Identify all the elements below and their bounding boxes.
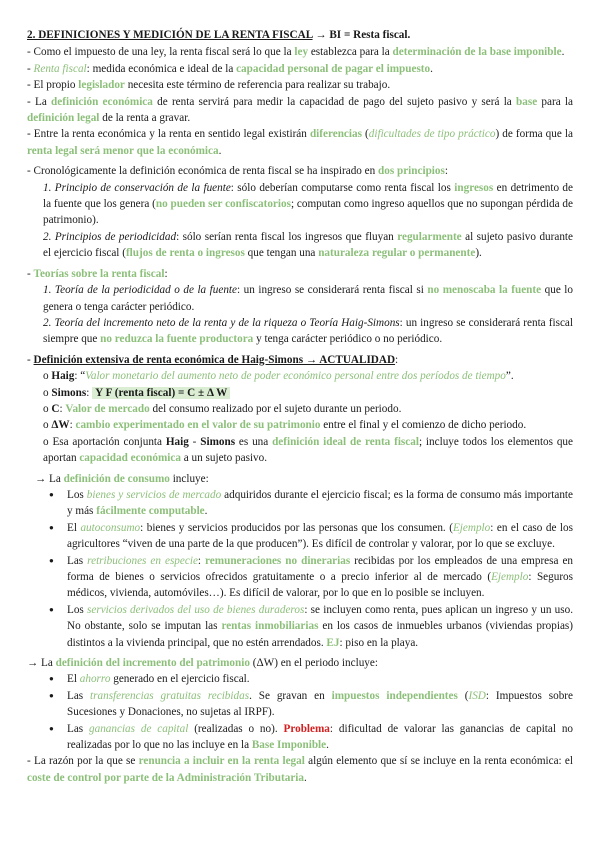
paragraph-dos-principios: - Cronológicamente la definición económica de renta fiscal se ha inspirado en dos principios: <box>27 165 448 178</box>
list-item: ● El ahorro generado en el ejercicio fiscal. <box>67 671 573 687</box>
list-item: ● Los bienes y servicios de mercado adquiridos durante el ejercicio fiscal; es la forma de consumo más importante y más fácilmente computable. <box>67 487 573 520</box>
paragraph-incremento-patrimonio: → La definición del incremento del patrimonio (ΔW) en el periodo incluye: <box>27 657 378 670</box>
paragraph-definicion-consumo: → La definición de consumo incluye: <box>35 472 209 485</box>
paragraph-renta-fiscal: - Renta fiscal: medida económica e ideal de la capacidad personal de pagar el impuesto. <box>27 62 433 75</box>
list-item: ● El autoconsumo: bienes y servicios producidos por las personas que los consumen. (Ejemplo: en el caso de los agricultores “viven de una parte de la que producen”). Es difícil de controlar y valorar, por lo que se excluye. <box>67 520 573 553</box>
section-title-text: 2. DEFINICIONES Y MEDICIÓN DE LA RENTA FISCAL <box>27 29 313 41</box>
teoria-periodicidad: 1. Teoría de la periodicidad o de la fuente: un ingreso se considerará renta fiscal si no menoscaba la fuente que lo genera o tenga carácter periódico. <box>43 284 574 313</box>
item-c: o C: Valor de mercado del consumo realizado por el sujeto durante un periodo. <box>43 402 402 415</box>
paragraph-teorias: - Teorías sobre la renta fiscal: <box>27 267 168 280</box>
paragraph-definicion-economica: - La definición económica de renta servirá para medir la capacidad de pago del sujeto pasivo y será la base para la definición legal de la renta a gravar. <box>27 95 574 125</box>
list-item: ● Las ganancias de capital (realizadas o no). Problema: dificultad de valorar las ganancias de capital no realizadas por lo que no las incluye en la Base Imponible. <box>67 721 573 754</box>
paragraph-definicion-extensiva: - Definición extensiva de renta económica de Haig-Simons → ACTUALIDAD: <box>27 353 399 366</box>
item-delta-w: o ΔW: cambio experimentado en el valor de su patrimonio entre el final y el comienzo de dicho periodo. <box>43 419 527 432</box>
section-title-formula: → BI = Resta fiscal. <box>312 29 411 41</box>
formula-highlight: Y F (renta fiscal) = C ± Δ W <box>92 387 230 399</box>
teoria-haig-simons: 2. Teoría del incremento neto de la renta y de la riqueza o Teoría Haig-Simons: un ingreso se considerará renta fiscal siempre que no reduzca la fuente productora y tenga carácter periódico o no periódico. <box>43 316 573 346</box>
item-haig: o Haig: “Valor monetario del aumento neto de poder económico personal entre dos períodos de tiempo”. <box>43 370 514 383</box>
principio-conservacion: 1. Principio de conservación de la fuente: sólo deberían computarse como renta fiscal los ingresos en detrimento de la fuente que los genera (no pueden ser confiscatorios; computan como ingreso aquellos que no supongan pérdida de patrimonio). <box>43 181 573 227</box>
patrimonio-list <box>27 671 573 753</box>
paragraph-renuncia: - La razón por la que se renuncia a incluir en la renta legal algún elemento que sí se incluye en la renta económica: el coste de control por parte de la Administración Tributaria. <box>27 755 573 784</box>
principio-periodicidad: 2. Principios de periodicidad: sólo serían renta fiscal los ingresos que fluyan regularmente al sujeto pasivo durante el ejercicio fiscal (flujos de renta o ingresos que tengan una naturaleza regular o permanente). <box>43 230 573 260</box>
list-item: ● Las transferencias gratuitas recibidas. Se gravan en impuestos independientes (ISD: Impuestos sobre Sucesiones y Donaciones, no sujetas al IRPF). <box>67 688 573 721</box>
paragraph-legislador: - El propio legislador necesita este término de referencia para realizar su trabajo. <box>27 79 391 92</box>
paragraph-ley: - Como el impuesto de una ley, la renta fiscal será lo que la ley establezca para la determinación de la base imponible. <box>27 46 565 59</box>
list-item: ● Las retribuciones en especie: remuneraciones no dinerarias recibidas por los empleados de una empresa en forma de bienes o servicios ofrecidos gratuitamente o a precio inferior al de mercado (Ejemplo: Seguros médicos, vivienda, automóviles…). Es difícil de valorar, por lo que en lo posible se incluyen. <box>67 553 573 602</box>
item-simons: o Simons: Y F (renta fiscal) = C ± Δ W <box>27 385 573 401</box>
list-item: ● Los servicios derivados del uso de bienes duraderos: se incluyen como renta, pues aplican un ingreso y un uso. No obstante, solo se imputan las rentas inmobiliarias en los casos de inmuebles urbanos (viviendas propias) distintos a la vivienda principal, que no estén arrendados. EJ: piso en la playa. <box>67 602 573 651</box>
section-title <box>27 27 573 43</box>
item-aportacion-conjunta: o Esa aportación conjunta Haig - Simons es una definición ideal de renta fiscal; incluye todos los elementos que aportan capacidad económica a un sujeto pasivo. <box>43 435 573 465</box>
paragraph-diferencias: - Entre la renta económica y la renta en sentido legal existirán diferencias (dificultades de tipo práctico) de forma que la renta legal será menor que la económica. <box>27 128 573 157</box>
consumo-list <box>27 487 573 651</box>
